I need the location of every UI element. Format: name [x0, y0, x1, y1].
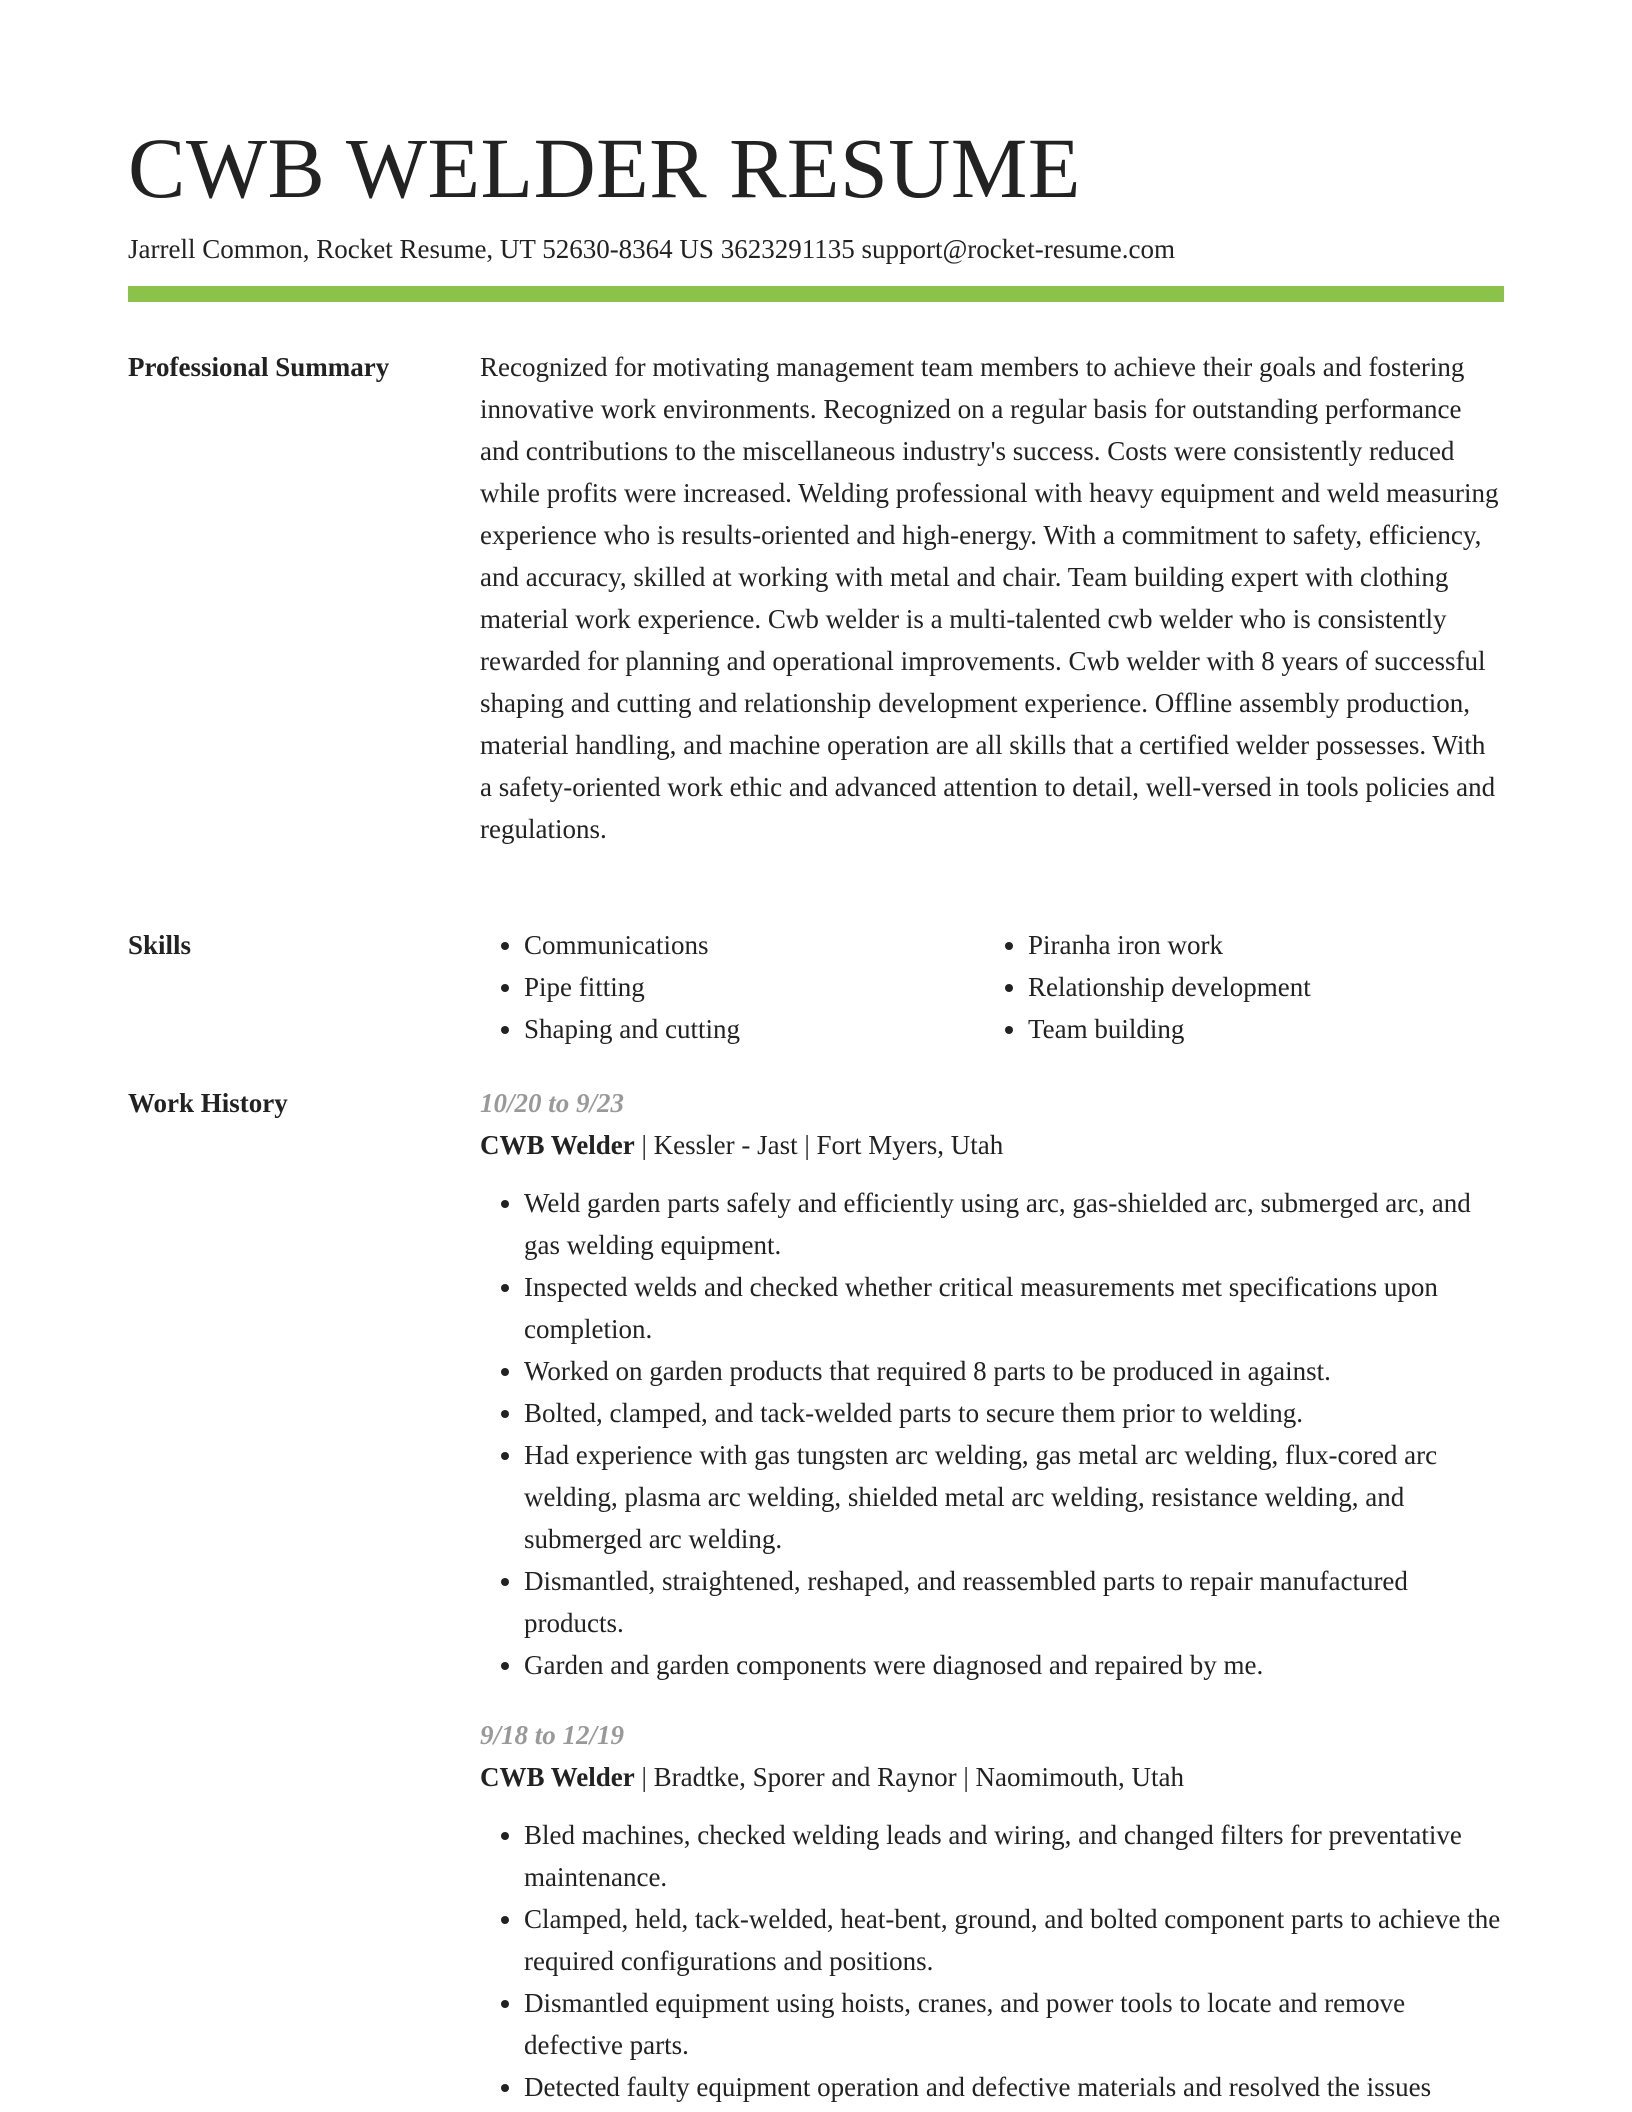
resume-title: CWB WELDER RESUME: [128, 120, 1081, 216]
job-entry: [480, 1082, 1504, 1686]
duty-item: • Clamped, held, tack-welded, heat-bent, ground, and bolted component parts to achieve the required configurations and positions.: [524, 1898, 1504, 1982]
job-dates: 9/18 to 12/19: [480, 1720, 625, 1750]
skill-item: • Relationship development: [1028, 966, 1488, 1008]
job-dates: 10/20 to 9/23: [480, 1088, 625, 1118]
job-employer-location: | Bradtke, Sporer and Raynor | Naomimouth, Utah: [634, 1762, 1184, 1792]
section-label-work-history: Work History: [128, 1088, 288, 1118]
duty-item: • Had experience with gas tungsten arc welding, gas metal arc welding, flux-cored arc welding, plasma arc welding, shielded metal arc welding, resistance welding, and submerged arc welding.: [524, 1434, 1504, 1560]
job-entry: [480, 1714, 1504, 2108]
skills-body: [480, 924, 1504, 1050]
job-header: [480, 1124, 1504, 1166]
job-header: [480, 1756, 1504, 1798]
duty-item: • Bolted, clamped, and tack-welded parts to secure them prior to welding.: [524, 1392, 1504, 1434]
duty-item: • Bled machines, checked welding leads and wiring, and changed filters for preventative maintenance.: [524, 1814, 1504, 1898]
duty-item: • Worked on garden products that required 8 parts to be produced in against.: [524, 1350, 1504, 1392]
summary-body: [480, 346, 1504, 850]
section-label-skills: Skills: [128, 930, 192, 960]
job-duties-list: [480, 1814, 1504, 2108]
accent-divider: [128, 286, 1504, 302]
duty-item: • Dismantled equipment using hoists, cranes, and power tools to locate and remove defective parts.: [524, 1982, 1504, 2066]
section-label-summary: Professional Summary: [128, 352, 390, 382]
job-employer-location: | Kessler - Jast | Fort Myers, Utah: [634, 1130, 1004, 1160]
job-title: CWB Welder: [480, 1130, 635, 1160]
work-history-body: [480, 1082, 1504, 2108]
duty-item: • Weld garden parts safely and efficiently using arc, gas-shielded arc, submerged arc, and gas welding equipment.: [524, 1182, 1504, 1266]
duty-item: • Garden and garden components were diagnosed and repaired by me.: [524, 1644, 1504, 1686]
skills-column-left: [480, 924, 984, 1050]
contact-line: Jarrell Common, Rocket Resume, UT 52630-8364 US 3623291135 support@rocket-resume.com: [128, 234, 1175, 264]
skills-grid: [480, 924, 1504, 1050]
skill-item: • Piranha iron work: [1028, 924, 1488, 966]
duty-item: • Inspected welds and checked whether critical measurements met specifications upon completion.: [524, 1266, 1504, 1350]
skill-item: • Communications: [524, 924, 984, 966]
duty-item: • Detected faulty equipment operation and defective materials and resolved the issues: [524, 2066, 1504, 2108]
skills-column-right: [984, 924, 1488, 1050]
skill-item: • Shaping and cutting: [524, 1008, 984, 1050]
job-title: CWB Welder: [480, 1762, 635, 1792]
duty-item: • Dismantled, straightened, reshaped, and reassembled parts to repair manufactured products.: [524, 1560, 1504, 1644]
summary-text: Recognized for motivating management team members to achieve their goals and fostering innovative work environments. Recognized on a regular basis for outstanding performance and contributions to the miscellaneous industry's success. Costs were consistently reduced while profits were increased. Welding professional with heavy equipment and weld measuring experience who is results-oriented and high-energy. With a commitment to safety, efficiency, and accuracy, skilled at working with metal and chair. Team building expert with clothing material work experience. Cwb welder is a multi-talented cwb welder who is consistently rewarded for planning and operational improvements. Cwb welder with 8 years of successful shaping and cutting and relationship development experience. Offline assembly production, material handling, and machine operation are all skills that a certified welder possesses. With a safety-oriented work ethic and advanced attention to detail, well-versed in tools policies and regulations.: [480, 352, 1499, 844]
job-duties-list: [480, 1182, 1504, 1686]
skill-item: • Pipe fitting: [524, 966, 984, 1008]
skill-item: • Team building: [1028, 1008, 1488, 1050]
